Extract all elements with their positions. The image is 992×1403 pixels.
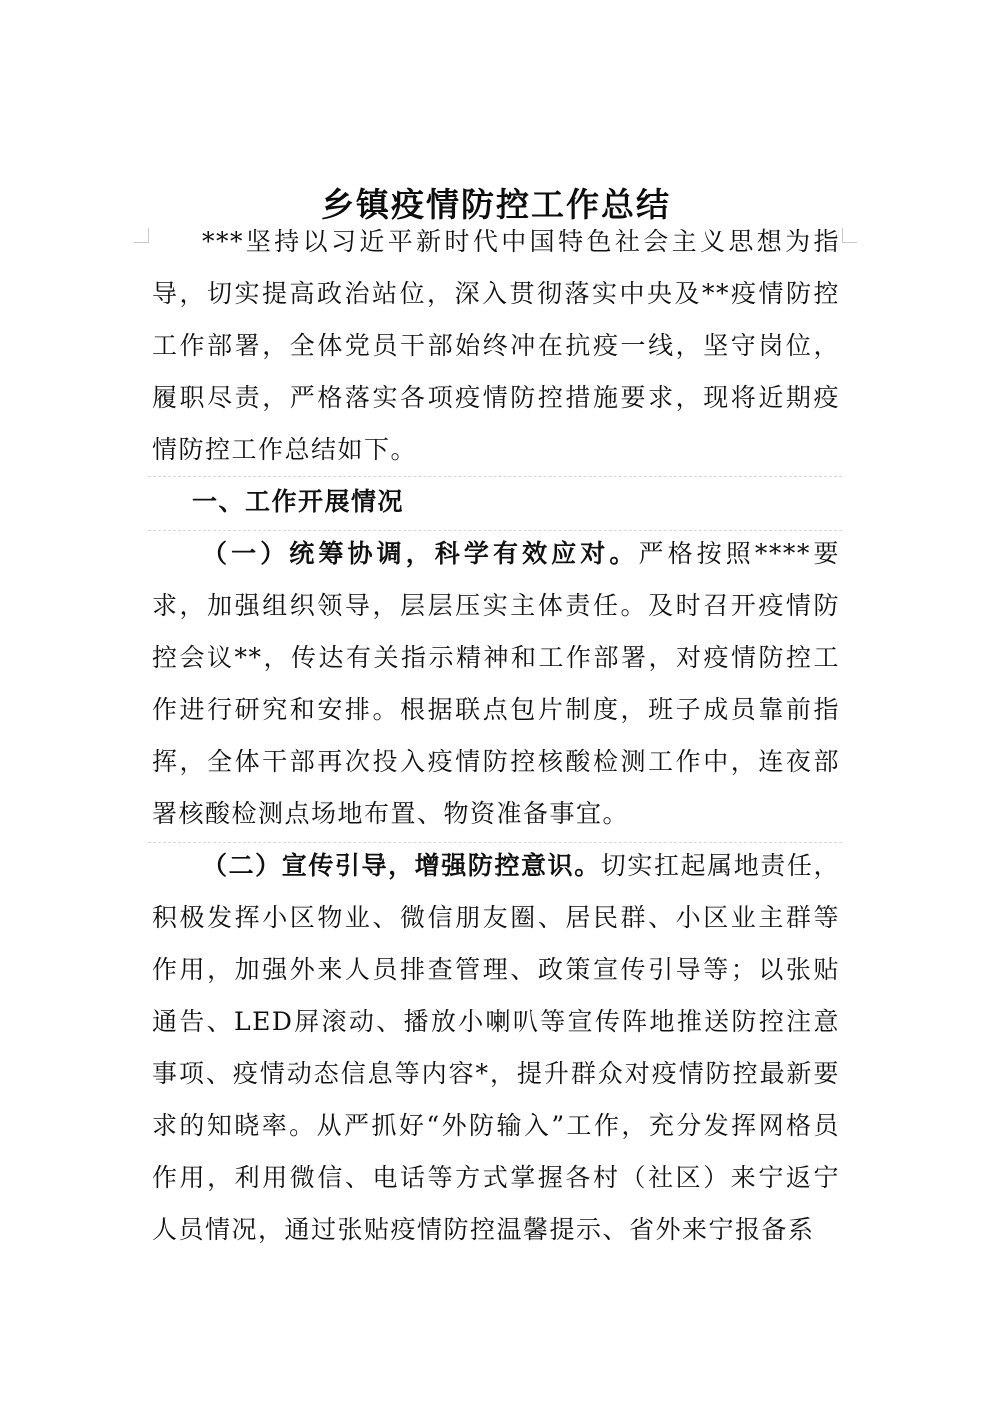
paragraph-lead: （二）宣传引导，增强防控意识。 xyxy=(202,851,601,880)
paragraph-item-2 xyxy=(152,840,840,1256)
paragraph-item-1 xyxy=(152,528,840,840)
section-heading: 一、工作开展情况 xyxy=(192,487,405,516)
intro-paragraph: ***坚持以习近平新时代中国特色社会主义思想为指导，切实提高政治站位，深入贯彻落实中央及**疫情防控工作部署，全体党员干部始终冲在抗疫一线，坚守岗位，履职尽责，严格落实各项疫情防控措施要求，现将近期疫情防控工作总结如下。 xyxy=(152,227,840,464)
document-body xyxy=(152,216,840,1256)
paragraph-lead: （一）统筹协调，科学有效应对。 xyxy=(202,539,639,568)
paragraph-text: 严格按照****要求，加强组织领导，层层压实主体责任。及时召开疫情防控会议**，传达有关指示精神和工作部署，对疫情防控工作进行研究和安排。根据联点包片制度，班子成员靠前指挥，全体干部再次投入疫情防控核酸检测工作中，连夜部署核酸检测点场地布置、物资准备事宜。 xyxy=(152,539,840,828)
document-title: 乡镇疫情防控工作总结 xyxy=(321,185,671,225)
paragraph-text: 切实扛起属地责任，积极发挥小区物业、微信朋友圈、居民群、小区业主群等作用，加强外来人员排查管理、政策宣传引导等；以张贴通告、LED屏滚动、播放小喇叭等宣传阵地推送防控注意事项、疫情动态信息等内容*，提升群众对疫情防控最新要求的知晓率。从严抓好“外防输入”工作，充分发挥网格员作用，利用微信、电话等方式掌握各村（社区）来宁返宁人员情况，通过张贴疫情防控温馨提示、省外来宁报备系 xyxy=(152,851,840,1244)
